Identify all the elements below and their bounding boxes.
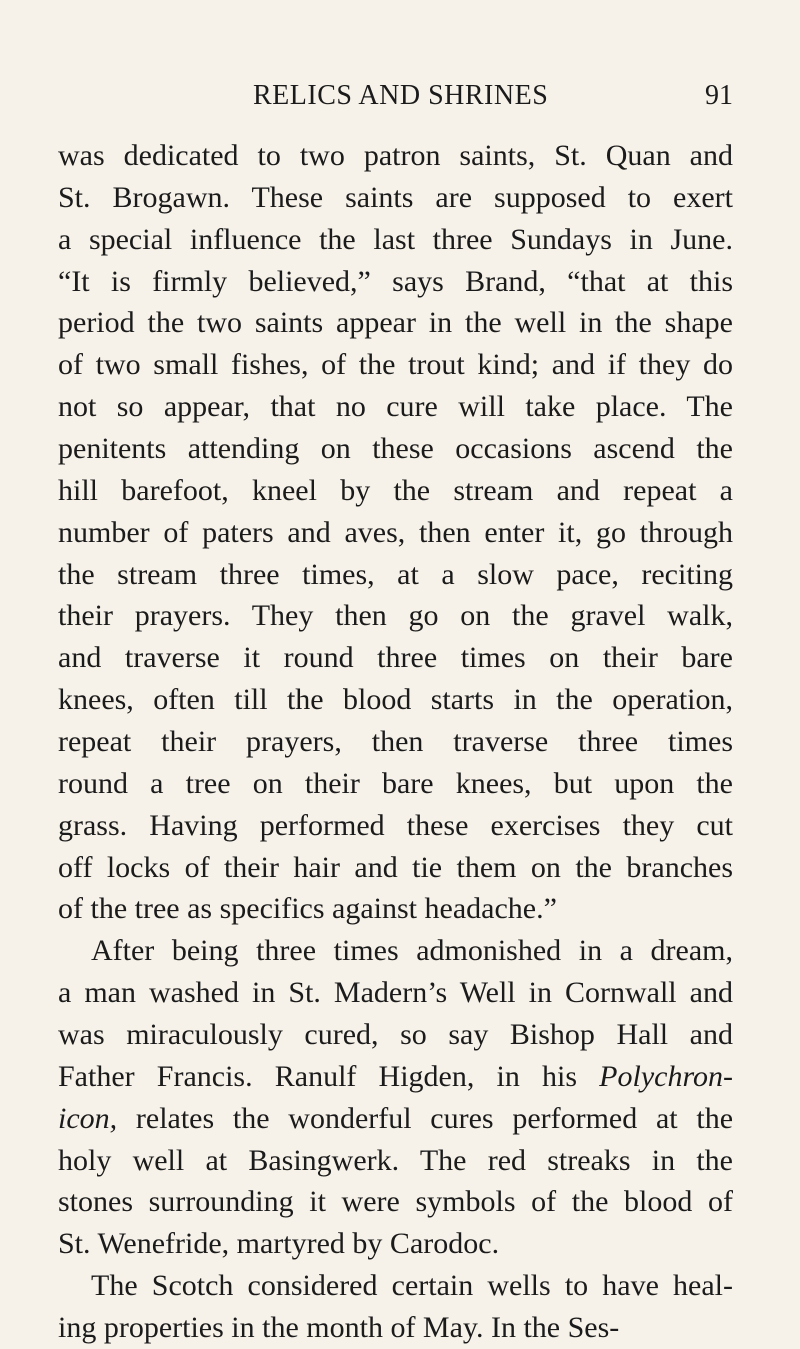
- text-line: not so appear, that no cure will take place. The: [58, 390, 733, 424]
- text-line: off locks of their hair and tie them on the branches: [58, 850, 733, 884]
- italic-title: icon,: [58, 1101, 118, 1135]
- text-line: penitents attending on these occasions ascend the: [58, 432, 733, 466]
- text-line: repeat their prayers, then traverse three times: [58, 725, 733, 759]
- line-text: relates the wonderful cures performed at the: [135, 1101, 734, 1135]
- text-line: a special influence the last three Sundays in June.: [58, 222, 733, 256]
- text-line: was dedicated to two patron saints, St. Quan and: [58, 139, 733, 172]
- text-line: holy well at Basingwerk. The red streaks in the: [58, 1143, 733, 1177]
- text-line: After being three times admonished in a dream,: [91, 934, 733, 968]
- text-line: of the tree as specifics against headache.”: [58, 892, 557, 926]
- text-line: and traverse it round three times on their bare: [58, 641, 733, 675]
- text-line: their prayers. They then go on the gravel walk,: [58, 599, 733, 633]
- body-text: [58, 135, 733, 1349]
- text-line: knees, often till the blood starts in the operation,: [58, 683, 733, 717]
- text-line: ing properties in the month of May. In the Ses-: [58, 1311, 620, 1345]
- text-line: period the two saints appear in the well in the shape: [58, 306, 733, 340]
- text-line: the stream three times, at a slow pace, reciting: [58, 557, 733, 591]
- text-line: stones surrounding it were symbols of the blood of: [58, 1185, 733, 1219]
- running-header: [253, 80, 733, 120]
- text-line: St. Brogawn. These saints are supposed to exert: [58, 180, 733, 214]
- text-line: grass. Having performed these exercises they cut: [58, 808, 733, 842]
- text-line: hill barefoot, kneel by the stream and repeat a: [58, 473, 733, 507]
- text-line: [58, 1056, 733, 1098]
- text-line: of two small fishes, of the trout kind; and if they do: [58, 348, 733, 382]
- text-line: The Scotch considered certain wells to have heal-: [91, 1269, 733, 1303]
- text-line: St. Wenefride, martyred by Carodoc.: [58, 1227, 500, 1261]
- text-line: round a tree on their bare knees, but upon the: [58, 766, 733, 800]
- text-line: a man washed in St. Madern’s Well in Cornwall and: [58, 976, 733, 1010]
- text-line: [58, 1098, 733, 1140]
- italic-title: Polychron-: [599, 1059, 733, 1093]
- text-line: “It is firmly believed,” says Brand, “that at this: [58, 264, 733, 298]
- running-title: RELICS AND SHRINES: [253, 80, 549, 111]
- line-text: Father Francis. Ranulf Higden, in his: [58, 1059, 577, 1093]
- text-line: number of paters and aves, then enter it, go through: [58, 515, 733, 549]
- text-line: was miraculously cured, so say Bishop Hall and: [58, 1018, 733, 1052]
- page-number: 91: [705, 80, 733, 111]
